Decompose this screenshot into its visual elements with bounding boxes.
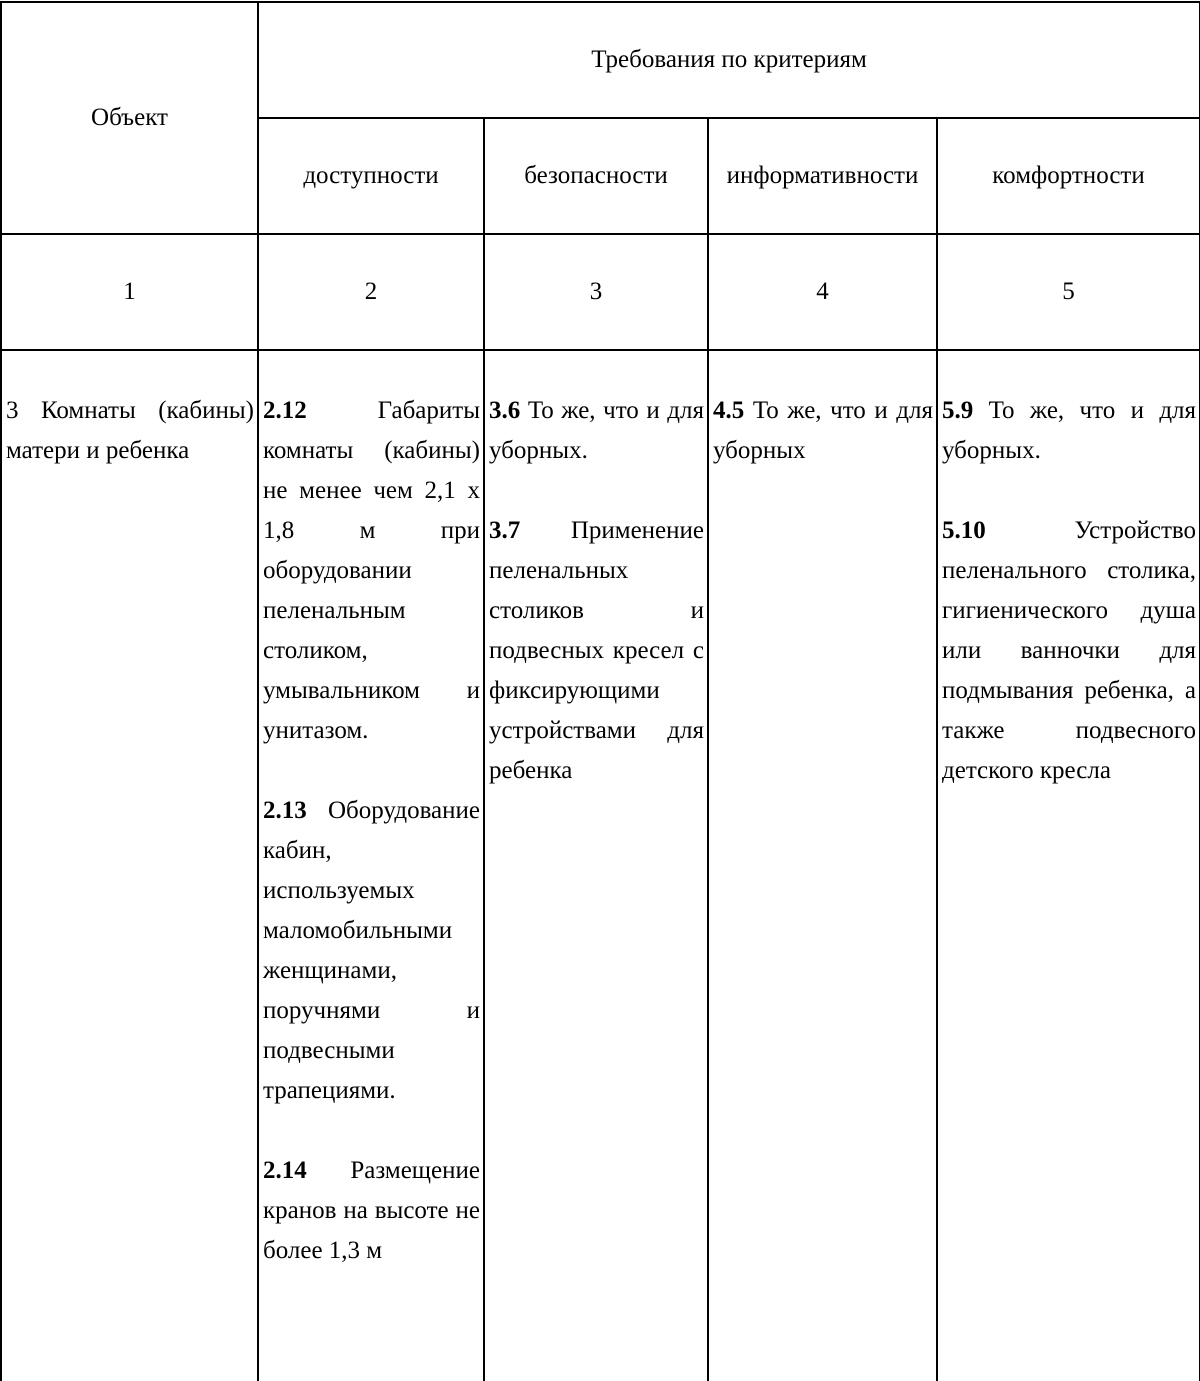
requirement-text: Размещение кранов на высоте не более 1,3 м [263, 1157, 480, 1264]
requirement-item [713, 391, 933, 471]
clause-number: 4.5 [713, 397, 745, 424]
column-number: 2 [364, 278, 378, 305]
safety-cell [484, 350, 708, 1381]
requirement-text: То же, что и для уборных [713, 397, 933, 464]
criterion-header-informativeness: информативности [726, 162, 919, 189]
requirement-item [489, 391, 704, 471]
requirement-item [942, 391, 1196, 471]
clause-number: 5.9 [942, 397, 974, 424]
column-number-cell [937, 234, 1200, 350]
clause-number: 3.7 [489, 517, 521, 544]
clause-number: 5.10 [942, 517, 986, 544]
criterion-header-cell [937, 118, 1200, 234]
header-row [1, 2, 1200, 118]
column-number-cell [258, 234, 484, 350]
clause-number: 2.14 [263, 1157, 307, 1184]
object-header: Объект [91, 104, 168, 131]
column-number: 5 [1062, 278, 1075, 305]
column-number-cell [1, 234, 258, 350]
criterion-header-cell [484, 118, 708, 234]
requirement-item [489, 511, 704, 791]
criterion-header-cell [708, 118, 937, 234]
requirement-item [942, 511, 1196, 791]
column-number-row [1, 234, 1200, 350]
requirement-item [263, 791, 480, 1111]
table-row [1, 350, 1200, 1381]
column-number: 3 [589, 278, 603, 305]
clause-number: 2.12 [263, 397, 307, 424]
object-header-cell [1, 2, 258, 234]
clause-number: 3.6 [489, 397, 521, 424]
criterion-header-cell [258, 118, 484, 234]
requirement-text: Оборудование кабин, используемых маломобильными женщинами, поручнями и подвесными трапециями. [263, 797, 480, 1104]
criteria-group-header: Требования по критериям [591, 46, 867, 73]
informativeness-cell [708, 350, 937, 1381]
criterion-header-safety: безопасности [524, 162, 668, 189]
criterion-header-accessibility: доступности [303, 162, 439, 189]
comfort-cell [937, 350, 1200, 1381]
object-name: 3 Комнаты (кабины) матери и ребенка [6, 397, 254, 464]
requirement-text: Габариты комнаты (кабины) не менее чем 2,1 х 1,8 м при оборудовании пеленальным столиком, умывальником и унитазом. [263, 397, 480, 744]
requirement-item [263, 391, 480, 751]
requirement-text: Применение пеленальных столиков и подвесных кресел с фиксирующими устройствами для ребенка [489, 517, 704, 784]
criterion-header-comfort: комфортности [992, 162, 1145, 189]
column-number-cell [708, 234, 937, 350]
criteria-group-header-cell [258, 2, 1200, 118]
accessibility-cell [258, 350, 484, 1381]
column-number: 4 [816, 278, 829, 305]
requirement-text: То же, что и для уборных. [489, 397, 704, 464]
requirement-text: Устройство пеленального столика, гигиенического душа или ванночки для подмывания ребенка, а также подвесного детского кресла [942, 517, 1197, 784]
clause-number: 2.13 [263, 797, 307, 824]
requirement-text: То же, что и для уборных. [942, 397, 1197, 464]
requirement-item [263, 1151, 480, 1271]
column-number-cell [484, 234, 708, 350]
column-number: 1 [123, 278, 136, 305]
requirements-table [0, 1, 1200, 1381]
object-cell [1, 350, 258, 1381]
